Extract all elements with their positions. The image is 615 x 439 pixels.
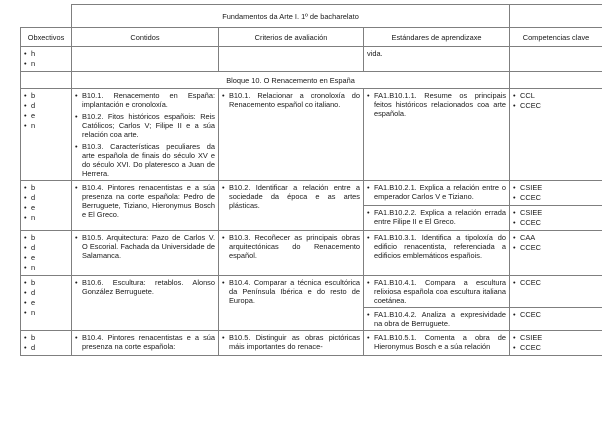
competencia-item: • CSIEE [513,333,599,343]
criterio-item: • B10.4. Comparar a técnica escultórica da Península Ibérica e do resto de Europa. [222,278,360,305]
competencias-cell [510,181,602,206]
header-contidos: Contidos [72,28,219,47]
criterio-cell [219,89,364,181]
objectives-cell [21,276,72,331]
header-estandares: Estándares de aprendizaxe [364,28,510,47]
competencias-cell [510,331,602,356]
header-objectivos: Obxectivos [21,28,72,47]
table-row [21,231,603,276]
standard-cell [364,181,510,206]
contidos-cell [72,276,219,331]
table-row [21,181,603,206]
objectives-cell [21,181,72,231]
criterio-item: • B10.3. Recoñecer as principais obras arquitectónicas do Renacemento español. [222,233,360,260]
objectives-cell [21,331,72,356]
criterio-cell [219,231,364,276]
content-item: • B10.6. Escultura: retablos. Alonso González Berruguete. [75,278,215,296]
competencias-cell [510,206,602,231]
competencia-item: • CCL [513,91,599,101]
objective-item: • e [24,111,68,121]
content-item: • B10.4. Pintores renacentistas e a súa presenza na corte española: Pedro de Berruguete, Tiziano, Hieronymus Bosch e El Greco. [75,183,215,219]
content-item: • B10.1. Renacemento en España: implantación e cronoloxía. [75,91,215,109]
standard-item: • FA1.B10.2.2. Explica a relación errada entre Filipe II e El Greco. [367,208,506,226]
competencia-item: • CSIEE [513,208,599,218]
table-row [21,331,603,356]
content-item: • B10.3. Características peculiares da arte española de finais do século XV e do século XVI. Do plateresco a Juan de Herrera. [75,142,215,178]
objective-item: • e [24,253,68,263]
standard-item: • FA1.B10.2.1. Explica a relación entre o emperador Carlos V e Tiziano. [367,183,506,201]
competencia-item: • CCEC [513,310,599,320]
contidos-cell [72,231,219,276]
competencia-item: • CCEC [513,101,599,111]
table-row [21,89,603,181]
competencia-item: • CAA [513,233,599,243]
standard-item: • FA1.B10.5.1. Comenta a obra de Hieronymus Bosch e a súa relación [367,333,506,351]
header-criterios: Criterios de avaliación [219,28,364,47]
standard-cell [364,231,510,276]
competencias-cell [510,89,602,181]
standard-item: • FA1.B10.4.1. Compara a escultura relixiosa española coa escultura italiana coetánea. [367,278,506,305]
objective-item: • e [24,203,68,213]
objective-item: • d [24,243,68,253]
objective-item: • n [24,213,68,223]
objective-item: • b [24,233,68,243]
objective-item: • n [24,59,68,69]
curriculum-table [20,4,602,356]
bloque-row [21,72,603,89]
contidos-cell [72,89,219,181]
competencia-item: • CCEC [513,193,599,203]
standard-cell [364,331,510,356]
standard-item: • FA1.B10.3.1. Identifica a tipoloxía do edificio renacentista, referenciada a edificios emblemáticos españois. [367,233,506,260]
objective-item: • b [24,278,68,288]
competencia-item: • CCEC [513,278,599,288]
table-row [21,47,603,72]
objective-item: • d [24,343,68,353]
objective-item: • n [24,121,68,131]
standard-item: • FA1.B10.4.2. Analiza a expresividade na obra de Berruguete. [367,310,506,328]
objective-item: • b [24,183,68,193]
contidos-cell [72,181,219,231]
criterio-cell [219,181,364,231]
content-item: • B10.4. Pintores renacentistas e a súa presenza na corte española: [75,333,215,351]
criterio-cell [219,276,364,331]
criterio-cell [219,331,364,356]
table-row [21,276,603,308]
criterio-item: • B10.1. Relacionar a cronoloxía do Renacemento español co italiano. [222,91,360,109]
competencia-item: • CCEC [513,243,599,253]
competencia-item: • CCEC [513,218,599,228]
standard-cell [364,276,510,308]
objective-item: • e [24,298,68,308]
objectives-cell [21,231,72,276]
content-item: • B10.5. Arquitectura: Pazo de Carlos V. O Escorial. Fachada da Universidade de Salamanca. [75,233,215,260]
objective-item: • n [24,263,68,273]
objective-item: • d [24,101,68,111]
bloque-title: Bloque 10. O Renacemento en España [72,72,510,89]
objectives-cell [21,47,72,72]
content-item: • B10.2. Fitos históricos españois: Reis Católicos; Carlos V; Filipe II e a súa relación coa arte. [75,112,215,139]
header-row [21,28,603,47]
criterio-item: • B10.2. Identificar a relación entre a sociedade da época e as artes plásticas. [222,183,360,210]
standard-cell [364,89,510,181]
competencias-cell [510,308,602,331]
objective-item: • d [24,288,68,298]
standard-cell [364,206,510,231]
objective-item: • n [24,308,68,318]
standard-cell [364,308,510,331]
objective-item: • h [24,49,68,59]
objective-item: • b [24,333,68,343]
competencia-item: • CSIEE [513,183,599,193]
competencia-item: • CCEC [513,343,599,353]
objective-item: • d [24,193,68,203]
objectives-cell [21,89,72,181]
competencias-cell [510,276,602,308]
standard-cell: vida. [364,47,510,72]
header-competencias: Competencias clave [510,28,602,47]
table-title: Fundamentos da Arte I. 1º de bacharelato [72,5,510,28]
curriculum-document [20,4,602,436]
competencias-cell [510,231,602,276]
criterio-item: • B10.5. Distinguir as obras pictóricas máis importantes do renace- [222,333,360,351]
objective-item: • b [24,91,68,101]
contidos-cell [72,331,219,356]
standard-item: • FA1.B10.1.1. Resume os principais feitos históricos relacionados coa arte española. [367,91,506,118]
